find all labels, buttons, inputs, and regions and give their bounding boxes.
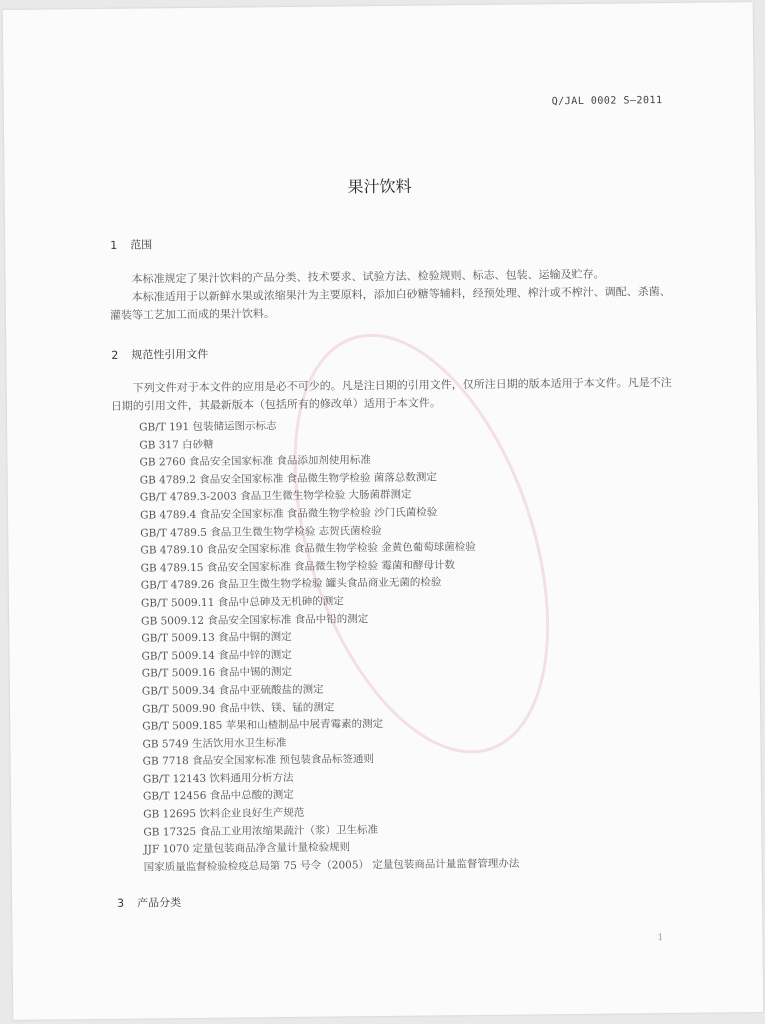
section-title: 规范性引用文件 [131,347,209,362]
section-title: 范围 [130,238,153,252]
section-title: 产品分类 [137,896,182,910]
section-heading-classification [117,894,181,911]
reference-item: GB 317 白砂糖 [139,438,214,452]
reference-item: GB/T 4789.3-2003 食品卫生微生物学检验 大肠菌群测定 [139,489,412,504]
section-number: 3 [117,896,125,910]
reference-item: GB/T 191 包装储运图示标志 [139,420,277,434]
references-intro [111,374,673,416]
reference-item: GB/T 4789.5 食品卫生微生物学检验 志贺氏菌检验 [140,524,382,540]
reference-item: GB/T 5009.13 食品中铜的测定 [141,631,292,645]
page-title: 果汁饮料 [347,176,412,197]
reference-list [139,416,519,877]
reference-item: GB/T 4789.26 食品卫生微生物学检验 罐头食品商业无菌的检验 [140,576,442,592]
reference-item: GB 4789.10 食品安全国家标准 食品微生物学检验 金黄色葡萄球菌检验 [140,541,476,557]
reference-item: GB/T 5009.14 食品中锌的测定 [141,648,292,663]
scope-text [109,265,672,325]
section-heading-references [111,346,208,363]
reference-item: GB 4789.15 食品安全国家标准 食品微生物学检验 霉菌和酵母计数 [140,558,456,575]
reference-item: GB 2760 食品安全国家标准 食品添加剂使用标准 [139,454,371,469]
section-heading-scope [110,236,152,252]
section-number: 1 [110,238,118,252]
section-number: 2 [111,348,119,362]
reference-item: GB/T 5009.185 苹果和山楂制品中展青霉素的测定 [142,718,384,733]
reference-item: GB 7718 食品安全国家标准 预包装食品标签通则 [142,753,375,768]
reference-item: GB 4789.4 食品安全国家标准 食品微生物学检验 沙门氏菌检验 [139,506,438,522]
reference-item: GB 4789.2 食品安全国家标准 食品微生物学检验 菌落总数测定 [139,471,437,487]
standard-code: Q/JAL 0002 S—2011 [551,95,663,108]
reference-item: GB/T 12143 饮料通用分析方法 [142,771,294,786]
page-number: 1 [657,933,664,944]
reference-item: GB/T 5009.11 食品中总砷及无机砷的测定 [140,595,344,610]
reference-item: GB 17325 食品工业用浓缩果蔬汁（浆）卫生标准 [143,823,379,839]
reference-item: 国家质量监督检验检疫总局第 75 号令（2005） 定量包装商品计量监督管理办法 [143,857,520,874]
reference-item: GB/T 5009.90 食品中铁、镁、锰的测定 [141,701,335,716]
reference-item: GB/T 5009.34 食品中亚硫酸盐的测定 [141,683,324,698]
scope-paragraph-1: 本标准规定了果汁饮料的产品分类、技术要求、试验方法、检验规则、标志、包装、运输及贮存。 [131,267,605,286]
reference-item: GB 12695 饮料企业良好生产规范 [143,806,305,821]
document-page [3,2,764,1020]
scope-paragraph-2: 本标准适用于以新鲜水果或浓缩果汁为主要原料，添加白砂糖等辅料，经预处理、榨汁或不榨汁、调配、杀菌、灌装等工艺加工而成的果汁饮料。 [109,284,671,322]
references-intro-text: 下列文件对于本文件的应用是必不可少的。凡是注日期的引用文件，仅所注日期的版本适用于本文件。凡是不注日期的引用文件，其最新版本（包括所有的修改单）适用于本文件。 [110,375,672,413]
reference-item: GB/T 12456 食品中总酸的测定 [142,789,294,803]
reference-item: GB 5009.12 食品安全国家标准 食品中铅的测定 [141,612,369,628]
reference-item: JJF 1070 定量包装商品净含量计量检验规则 [143,841,351,856]
reference-item: GB/T 5009.16 食品中锡的测定 [141,666,292,680]
reference-item: GB 5749 生活饮用水卫生标准 [142,736,287,751]
